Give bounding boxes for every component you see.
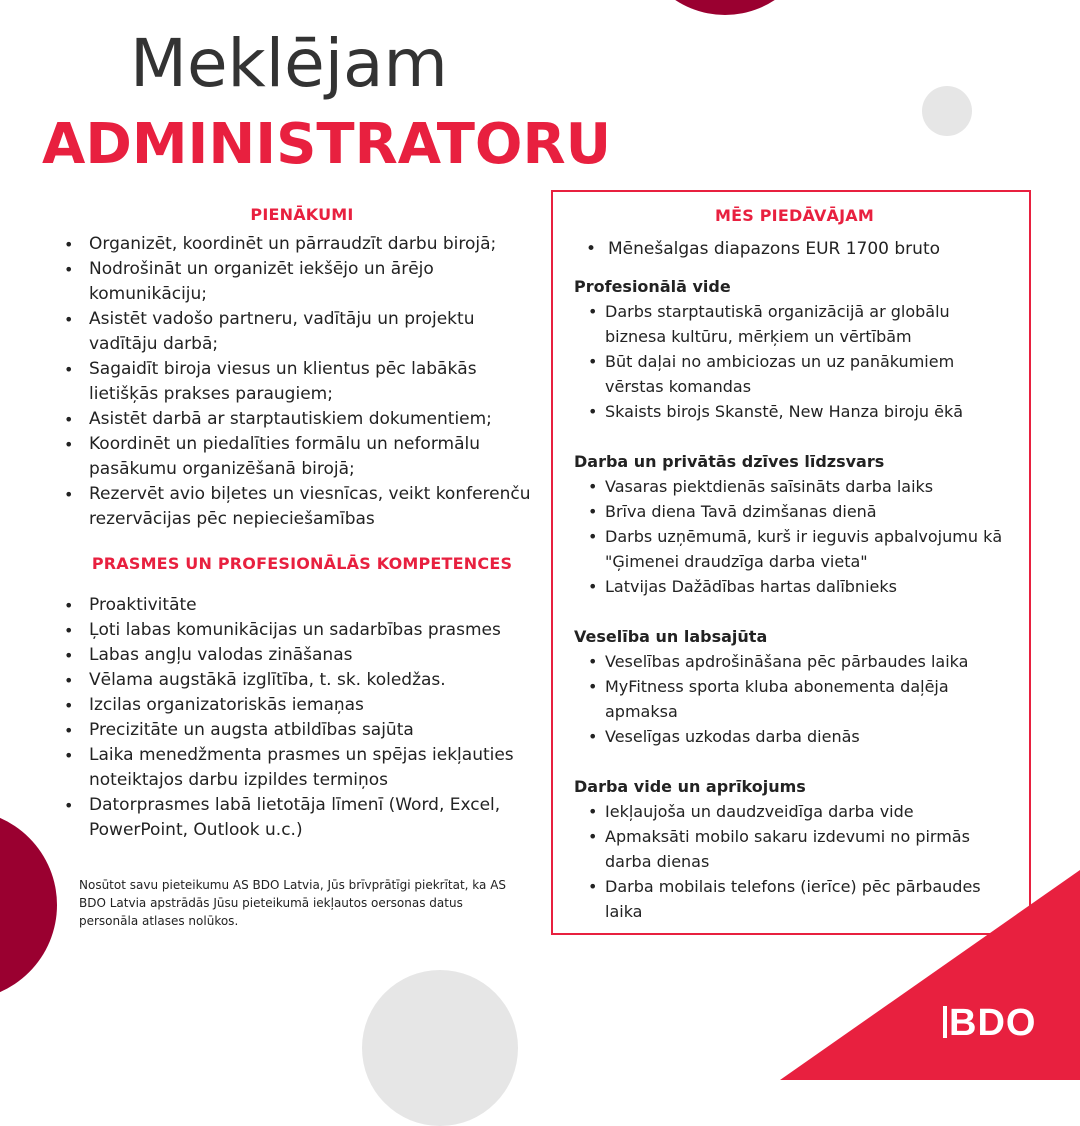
skills-list xyxy=(62,593,542,843)
list-item: • Laika menedžmenta prasmes un spējas iekļauties noteiktajos darbu izpildes termiņos xyxy=(62,743,542,793)
group-title: Veselība un labsajūta xyxy=(574,627,768,646)
list-item: • Ļoti labas komunikācijas un sadarbības prasmes xyxy=(62,618,542,643)
list-item: • Organizēt, koordinēt un pārraudzīt darbu birojā; xyxy=(62,232,542,257)
salary-item: • Mēnešalgas diapazons EUR 1700 bruto xyxy=(574,237,1015,262)
skills-heading: PRASMES UN PROFESIONĀLĀS KOMPETENCES xyxy=(91,554,513,573)
list-item: • Nodrošināt un organizēt iekšējo un ārējo komunikāciju; xyxy=(62,257,542,307)
group-title: Darba vide un aprīkojums xyxy=(574,777,806,796)
title-line-2: ADMINISTRATORU xyxy=(42,112,612,177)
list-item: • Labas angļu valodas zināšanas xyxy=(62,643,542,668)
list-item: • Veselības apdrošināšana pēc pārbaudes laika xyxy=(574,649,1015,674)
offer-box xyxy=(551,190,1031,935)
list-item: • Brīva diena Tavā dzimšanas dienā xyxy=(574,499,1015,524)
decorative-circle-grey-small xyxy=(922,86,972,136)
decorative-circle-top xyxy=(635,0,815,15)
list-item: • Vasaras piektdienās saīsināts darba laiks xyxy=(574,474,1015,499)
list-item: • Asistēt vadošo partneru, vadītāju un projektu vadītāju darbā; xyxy=(62,307,542,357)
list-item: • Apmaksāti mobilo sakaru izdevumi no pirmās darba dienas xyxy=(574,824,1015,874)
group-title: Darba un privātās dzīves līdzsvars xyxy=(574,452,885,471)
list-item: • Izcilas organizatoriskās iemaņas xyxy=(62,693,542,718)
decorative-circle-grey-bottom xyxy=(362,970,518,1126)
list-item: • Sagaidīt biroja viesus un klientus pēc labākās lietišķās prakses paraugiem; xyxy=(62,357,542,407)
list-item: • Iekļaujoša un daudzveidīga darba vide xyxy=(574,799,1015,824)
offer-group-balance xyxy=(574,449,1015,599)
list-item: • Veselīgas uzkodas darba dienās xyxy=(574,724,1015,749)
list-item: • Vēlama augstākā izglītība, t. sk. koledžas. xyxy=(62,668,542,693)
consent-note: Nosūtot savu pieteikumu AS BDO Latvia, Jūs brīvprātīgi piekrītat, ka AS BDO Latvia apstrādās Jūsu pieteikumā iekļautos oersonas datus personāla atlases nolūkos. xyxy=(79,878,507,928)
list-item: • Precizitāte un augsta atbildības sajūta xyxy=(62,718,542,743)
offer-group-health xyxy=(574,624,1015,749)
list-item: • Darba mobilais telefons (ierīce) pēc pārbaudes laika xyxy=(574,874,1015,924)
list-item: • Būt daļai no ambiciozas un uz panākumiem vērstas komandas xyxy=(574,349,1015,399)
duties-list xyxy=(62,232,542,532)
decorative-circle-left xyxy=(0,810,57,1000)
left-column xyxy=(62,205,542,843)
list-item: • Koordinēt un piedalīties formālu un neformālu pasākumu organizēšanā birojā; xyxy=(62,432,542,482)
title-line-1: Meklējam xyxy=(130,25,448,102)
list-item: • Latvijas Dažādības hartas dalībnieks xyxy=(574,574,1015,599)
bdo-logo xyxy=(943,1004,1036,1042)
list-item: • Datorprasmes labā lietotāja līmenī (Word, Excel, PowerPoint, Outlook u.c.) xyxy=(62,793,542,843)
list-item: • Skaists birojs Skanstē, New Hanza biroju ēkā xyxy=(574,399,1015,424)
duties-heading: PIENĀKUMI xyxy=(250,205,354,224)
offer-group-professional xyxy=(574,274,1015,424)
list-item: • Darbs uzņēmumā, kurš ir ieguvis apbalvojumu kā "Ģimenei draudzīga darba vieta" xyxy=(574,524,1015,574)
list-item: • Darbs starptautiskā organizācijā ar globālu biznesa kultūru, mērķiem un vērtībām xyxy=(574,299,1015,349)
offer-group-environment xyxy=(574,774,1015,924)
group-title: Profesionālā vide xyxy=(574,277,731,296)
logo-text: BDO xyxy=(949,1002,1037,1044)
list-item: • MyFitness sporta kluba abonementa daļēja apmaksa xyxy=(574,674,1015,724)
list-item: • Proaktivitāte xyxy=(62,593,542,618)
list-item: • Asistēt darbā ar starptautiskiem dokumentiem; xyxy=(62,407,542,432)
offer-heading: MĒS PIEDĀVĀJAM xyxy=(715,206,874,225)
list-item: • Rezervēt avio biļetes un viesnīcas, veikt konferenču rezervācijas pēc nepieciešamības xyxy=(62,482,542,532)
logo-bar-icon xyxy=(943,1006,947,1038)
